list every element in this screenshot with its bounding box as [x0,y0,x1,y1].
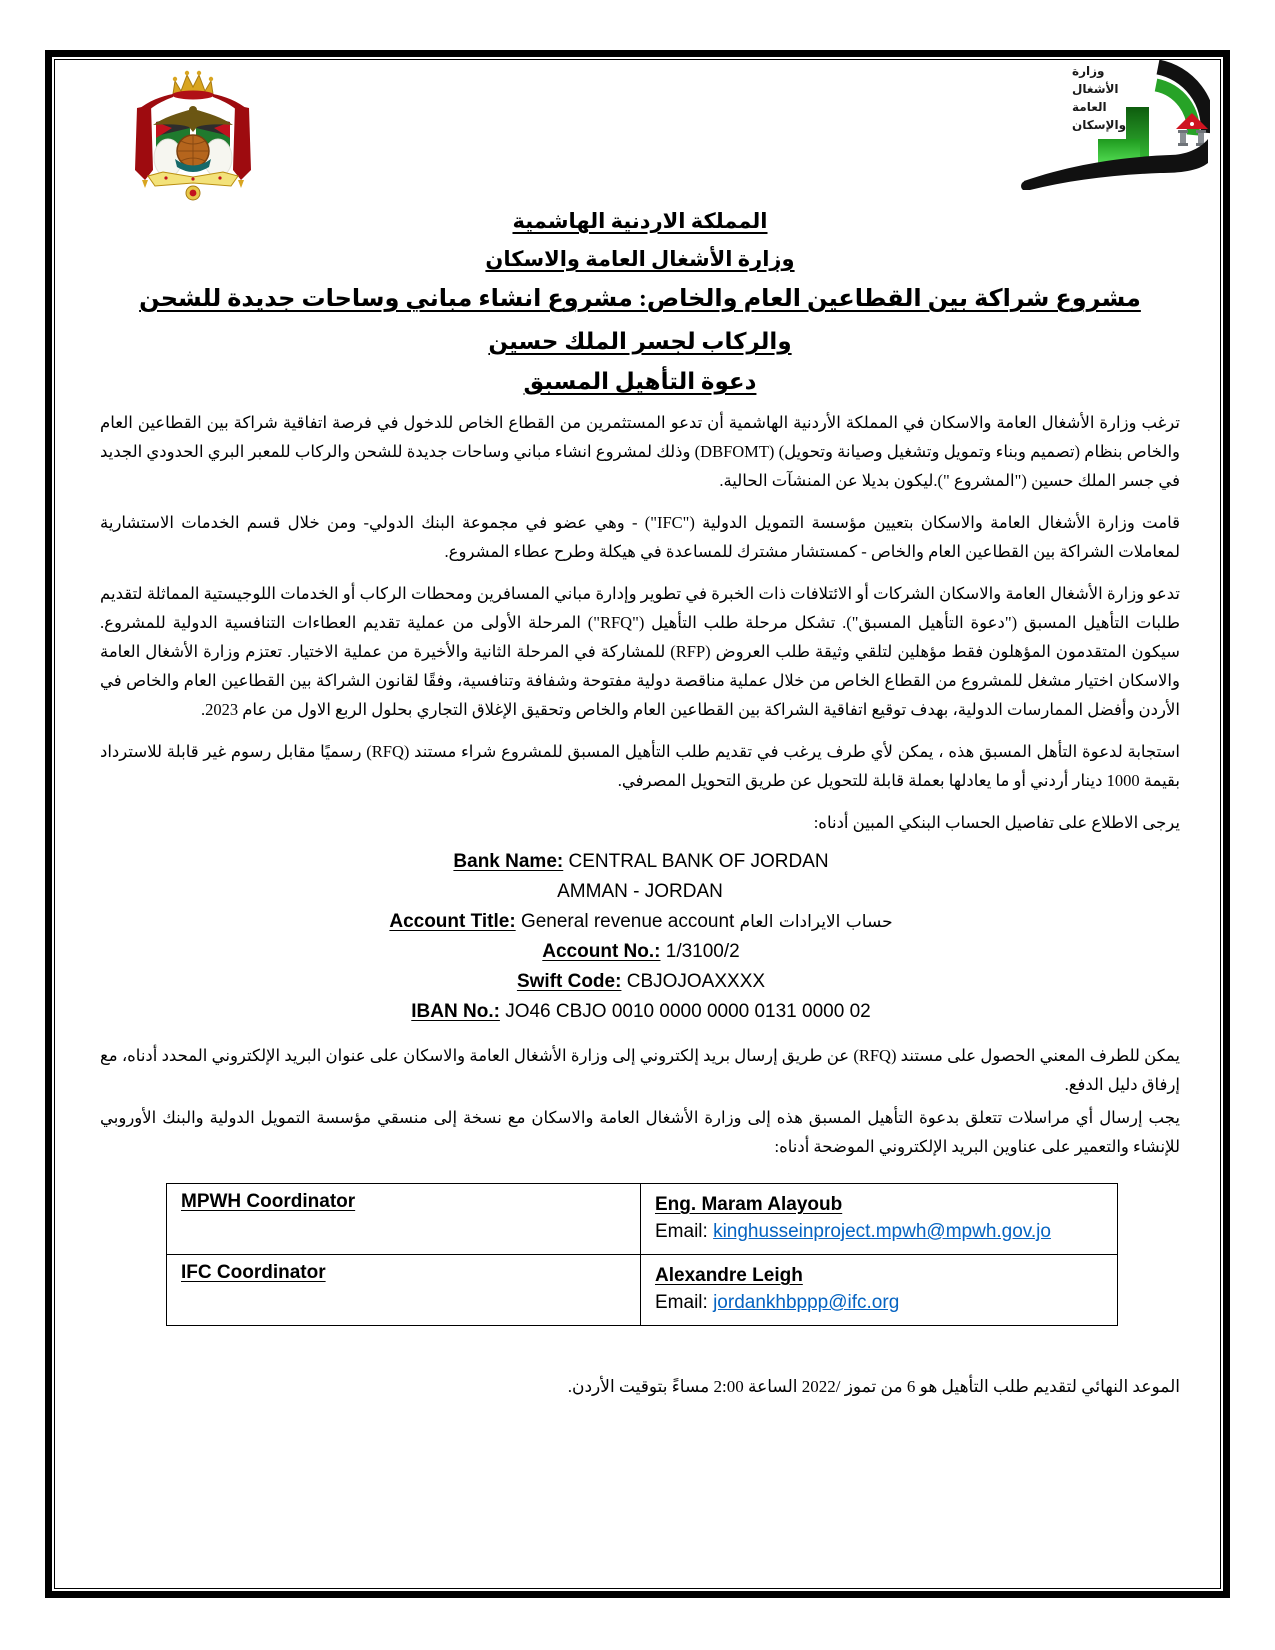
swift-code-label: Swift Code: [516,971,622,992]
jordan-coat-of-arms [118,64,268,204]
title-ministry: وزارة الأشغال العامة والاسكان [485,247,795,271]
bank-name-label: Bank Name: [453,851,564,872]
bank-details-block [100,847,1180,1027]
table-row-ifc [167,1255,1118,1326]
paragraph-fee: استجابة لدعوة التأهل المسبق هذه ، يمكن لأي طرف يرغب في تقديم طلب التأهيل المسبق للمشروع شراء مستند (RFQ) رسميًا مقابل رسوم غير قابلة للاسترداد بقيمة 1000 دينار أردني أو ما يعادلها بعملة قابلة للتحويل عن طريق التحويل المصرفي. [100,742,1180,790]
title-kingdom: المملكة الاردنية الهاشمية [512,209,768,233]
page-content [100,58,1180,1590]
mpwh-ministry-logo [1010,58,1210,190]
swift-code-value: CBJOJOAXXXX [626,971,766,992]
bank-name-line [100,847,1180,877]
table-row-mpwh [167,1184,1118,1255]
paragraph-correspondence: يجب إرسال أي مراسلات تتعلق بدعوة التأهيل المسبق هذه إلى وزارة الأشغال العامة والاسكان مع نسخة إلى منسقي مؤسسة التمويل الدولية والبنك الأوروبي للإنشاء والتعمير على عناوين البريد الإلكتروني الموضحة أدناه: [100,1108,1180,1156]
coordinators-table [166,1183,1118,1326]
iban-value: JO46 CBJO 0010 0000 0000 0131 0000 02 [505,1001,871,1022]
ministry-logo-text-line: وزارة [1072,64,1105,78]
account-title-label: Account Title: [389,911,516,932]
iban-label: IBAN No.: [411,1001,500,1022]
paragraph-rfq-obtain: يمكن للطرف المعني الحصول على مستند (RFQ) عن طريق إرسال بريد إلكتروني إلى وزارة الأشغال العامة والاسكان على عنوان البريد الإلكتروني المحدد أدناه، مع إرفاق دليل الدفع. [100,1046,1180,1094]
account-number-value: 1/3100/2 [665,941,740,962]
swift-code-line [100,967,1180,997]
submission-deadline: الموعد النهائي لتقديم طلب التأهيل هو 6 من تموز /2022 الساعة 2:00 مساءً بتوقيت الأردن. [567,1377,1180,1396]
bank-city-value: AMMAN - JORDAN [557,881,723,902]
mpwh-coordinator-email-line [655,1218,1103,1245]
ifc-coordinator-email-line [655,1289,1103,1316]
bank-city-line [100,877,1180,907]
title-rfq-invitation: دعوة التأهيل المسبق [523,369,757,394]
ministry-logo-text-line: الأشغال [1072,82,1119,96]
account-title-value: General revenue account [520,911,735,932]
ministry-logo-text-line: العامة [1072,100,1107,114]
email-label: Email: [655,1221,708,1242]
mpwh-coordinator-name: Eng. Maram Alayoub [655,1194,843,1215]
mpwh-coordinator-label: MPWH Coordinator [181,1191,356,1212]
letterhead [100,58,1180,208]
bank-details-intro: يرجى الاطلاع على تفاصيل الحساب البنكي المبين أدناه: [813,813,1180,832]
account-title-line [100,907,1180,937]
mpwh-coordinator-email-link[interactable]: kinghusseinproject.mpwh@mpwh.gov.jo [713,1221,1051,1242]
account-number-label: Account No.: [542,941,661,962]
iban-line [100,997,1180,1027]
account-title-value-arabic: حساب الايرادات العام [739,912,893,932]
ifc-coordinator-email-link[interactable]: jordankhbppp@ifc.org [713,1292,900,1313]
title-project-line1: مشروع شراكة بين القطاعين العام والخاص: مشروع انشاء مباني وساحات جديدة للشحن [139,286,1141,312]
paragraph-ifc-appointment: قامت وزارة الأشغال العامة والاسكان بتعيين مؤسسة التمويل الدولية ("IFC") - وهي عضو في مجموعة البنك الدولي- ومن خلال قسم الخدمات الاستشارية لمعاملات الشراكة بين القطاعين العام والخاص - كمستشار مشترك للمساعدة في هيكلة وطرح عطاء المشروع. [100,513,1181,561]
bank-name-value: CENTRAL BANK OF JORDAN [568,851,829,872]
ifc-coordinator-name: Alexandre Leigh [655,1265,803,1286]
title-project-line2: والركاب لجسر الملك حسين [488,329,792,354]
account-number-line [100,937,1180,967]
ministry-logo-text-line: والإسكان [1072,118,1127,132]
ifc-coordinator-label: IFC Coordinator [181,1262,326,1283]
paragraph-rfq-process: تدعو وزارة الأشغال العامة والاسكان الشركات أو الائتلافات ذات الخبرة في تطوير وإدارة مباني المسافرين ومحطات الركاب أو الخدمات اللوجيستية المماثلة لتقديم طلبات التأهيل المسبق ("دعوة التأهيل المسبق"). تشكل مرحلة طلب التأهيل ("RFQ") المرحلة الأولى من عملية تقديم العطاءات التنافسية الدولية للمشروع. سيكون المتقدمون المؤهلون فقط مؤهلين لتلقي وثيقة طلب العروض (RFP) للمشاركة في المرحلة الثانية والأخيرة من عملية الاختيار. تعتزم وزارة الأشغال العامة والاسكان اختيار مشغل للمشروع من القطاع الخاص من خلال عملية مناقصة دولية مفتوحة وشفافة وتنافسية، وفقًا لقانون الشراكة بين القطاعين العام والخاص في الأردن وأفضل الممارسات الدولية، بهدف توقيع اتفاقية الشراكة بين القطاعين العام والخاص وتحقيق الإغلاق التجاري بحلول الربع الاول من عام 2023. [100,584,1180,719]
email-label: Email: [655,1292,708,1313]
paragraph-intro: ترغب وزارة الأشغال العامة والاسكان في المملكة الأردنية الهاشمية أن تدعو المستثمرين من القطاع الخاص للدخول في فرصة اتفاقية شراكة بين القطاعين العام والخاص بنظام (تصميم وبناء وتمويل وتشغيل وصيانة وتحويل) (DBFOMT) وذلك لمشروع انشاء مباني وساحات جديدة للشحن والركاب للمعبر البري الحدودي الجديد في جسر الملك حسين ("المشروع ").ليكون بديلا عن المنشآت الحالية. [100,413,1180,490]
